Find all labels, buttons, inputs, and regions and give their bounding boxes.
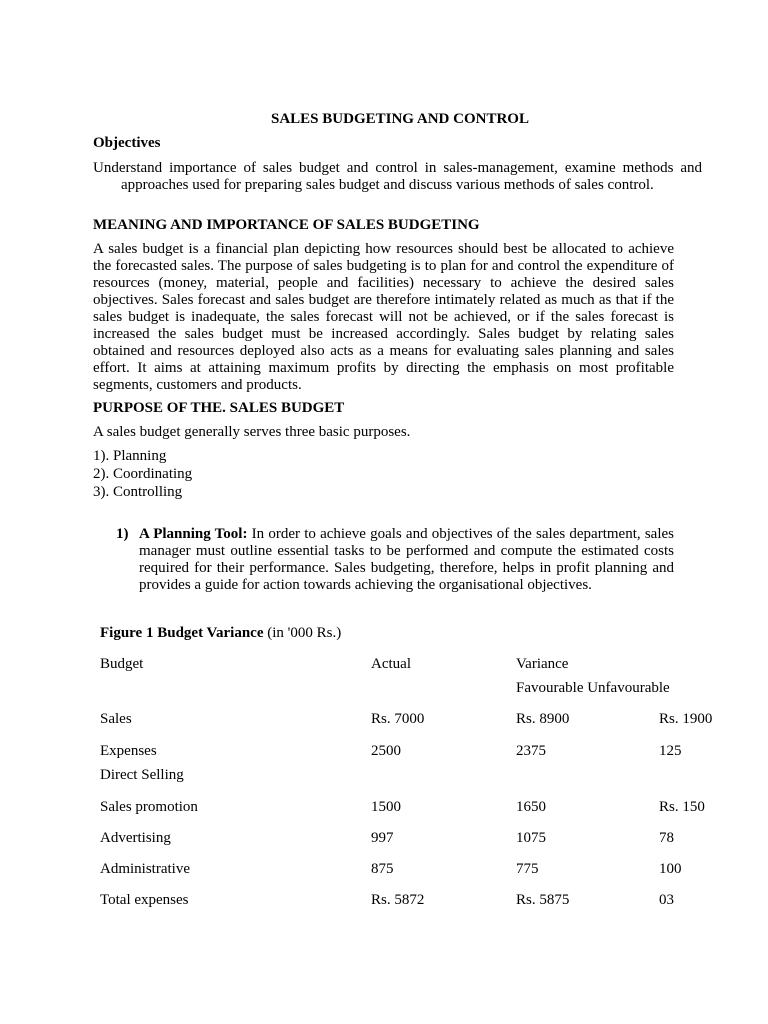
row-label: Sales: [100, 711, 132, 727]
planning-tool-body: [139, 526, 674, 594]
row-unfavourable: Rs. 150: [659, 799, 705, 815]
row-label: Direct Selling: [100, 767, 184, 783]
row-unfavourable: 03: [659, 892, 674, 908]
list-item: 1). Planning: [93, 448, 167, 464]
figure-caption-title: Figure 1 Budget Variance: [100, 625, 264, 641]
row-favourable: Rs. 5875: [516, 892, 570, 908]
list-item: 2). Coordinating: [93, 466, 193, 482]
header-budget: Budget: [100, 656, 144, 672]
row-favourable: 2375: [516, 743, 546, 759]
row-actual: 997: [371, 830, 394, 846]
document-title: SALES BUDGETING AND CONTROL: [271, 111, 529, 127]
meaning-heading: MEANING AND IMPORTANCE OF SALES BUDGETING: [93, 217, 480, 233]
row-label: Total expenses: [100, 892, 189, 908]
row-unfavourable: 100: [659, 861, 682, 877]
row-actual: 2500: [371, 743, 401, 759]
header-variance-sub: Favourable Unfavourable: [516, 680, 670, 696]
planning-tool-item: [116, 526, 674, 594]
row-label: Administrative: [100, 861, 190, 877]
planning-tool-number: 1): [116, 526, 129, 542]
row-favourable: 1075: [516, 830, 546, 846]
row-actual: Rs. 7000: [371, 711, 425, 727]
header-actual: Actual: [371, 656, 411, 672]
objectives-heading: Objectives: [93, 135, 161, 151]
figure-caption-units: (in '000 Rs.): [263, 625, 342, 641]
purpose-heading: PURPOSE OF THE. SALES BUDGET: [93, 400, 345, 416]
planning-tool-label: A Planning Tool:: [139, 526, 248, 542]
row-label: Expenses: [100, 743, 157, 759]
row-label: Advertising: [100, 830, 171, 846]
meaning-paragraph: A sales budget is a financial plan depicting how resources should best be allocated to achieve the forecasted sales. The purpose of sales budgeting is to plan for and control the expenditure of resources (money, material, people and facilities) necessary to achieve the desired sales objectives. Sales forecast and sales budget are therefore intimately related as much as that if the sales budget is inadequate, the sales forecast will not be achieved, or if the sales forecast is increased the sales budget must be increased accordingly. Sales budget by relating sales obtained and resources deployed also acts as a means for evaluating sales planning and sales effort. It aims at attaining maximum profits by directing the emphasis on most profitable segments, customers and products.: [93, 241, 674, 393]
planning-tool-text: In order to achieve goals and objectives of the sales department, sales manager must outline essential tasks to be performed and compute the estimated costs required for their performance. Sales budgeting, therefore, helps in profit planning and provides a guide for action towards achieving the organisational objectives.: [139, 526, 674, 593]
purpose-list: [93, 448, 192, 502]
row-actual: 875: [371, 861, 394, 877]
figure-caption: [100, 625, 341, 642]
row-actual: 1500: [371, 799, 401, 815]
row-unfavourable: 125: [659, 743, 682, 759]
list-item: 3). Controlling: [93, 484, 183, 500]
row-favourable: 1650: [516, 799, 546, 815]
row-actual: Rs. 5872: [371, 892, 425, 908]
row-favourable: Rs. 8900: [516, 711, 570, 727]
purpose-intro: A sales budget generally serves three basic purposes.: [93, 424, 411, 440]
row-unfavourable: Rs. 1900: [659, 711, 713, 727]
row-unfavourable: 78: [659, 830, 674, 846]
row-favourable: 775: [516, 861, 539, 877]
header-variance: Variance: [516, 656, 569, 672]
row-label: Sales promotion: [100, 799, 198, 815]
objectives-paragraph: Understand importance of sales budget and control in sales-management, examine methods and approaches used for preparing sales budget and discuss various methods of sales control.: [93, 160, 702, 193]
